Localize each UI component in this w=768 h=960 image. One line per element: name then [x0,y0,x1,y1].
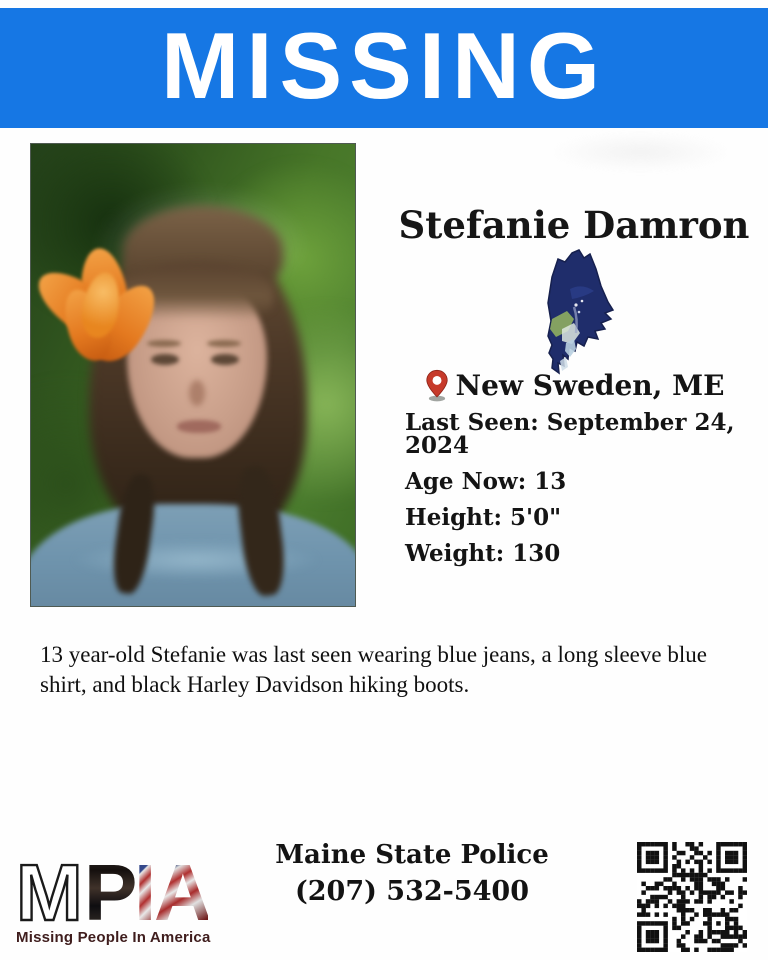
mpia-logo-letters [16,843,208,923]
description-text: 13 year-old Stefanie was last seen wearing blue jeans, a long sleeve blue shirt, and black Harley Davidson hiking boots. [40,642,707,698]
svg-text:M: M [16,848,83,923]
qr-code [637,842,747,952]
location-row [380,369,768,402]
nose [189,380,205,406]
agency-name: Maine State Police [275,840,549,870]
detail-last-seen: Last Seen: September 24, 2024 [405,409,735,459]
svg-text:P: P [84,848,138,923]
location-pin-icon [424,369,450,402]
eyebrow-right [207,340,241,347]
details-list [405,411,765,578]
detail-weight: Weight: 130 [405,540,561,567]
svg-text:I: I [134,848,157,923]
detail-height: Height: 5'0" [405,504,562,531]
subject-name: Stefanie Damron [398,203,750,247]
mpia-logo [16,843,211,946]
orange-flower [53,254,153,364]
eye-right [211,354,239,365]
location-text: New Sweden, ME [455,369,725,402]
banner-title: MISSING [161,13,607,118]
mpia-tagline: Missing People In America [16,929,211,946]
eye-left [151,354,179,365]
subject-photo [30,143,356,607]
detail-age: Age Now: 13 [405,468,567,495]
subject-info-column [380,143,768,605]
missing-banner [0,8,768,128]
agency-phone: (207) 532-5400 [294,876,530,907]
maine-flag-map-icon [380,249,768,375]
svg-text:A: A [154,848,208,923]
contact-block [275,840,549,907]
mouth [177,420,221,433]
